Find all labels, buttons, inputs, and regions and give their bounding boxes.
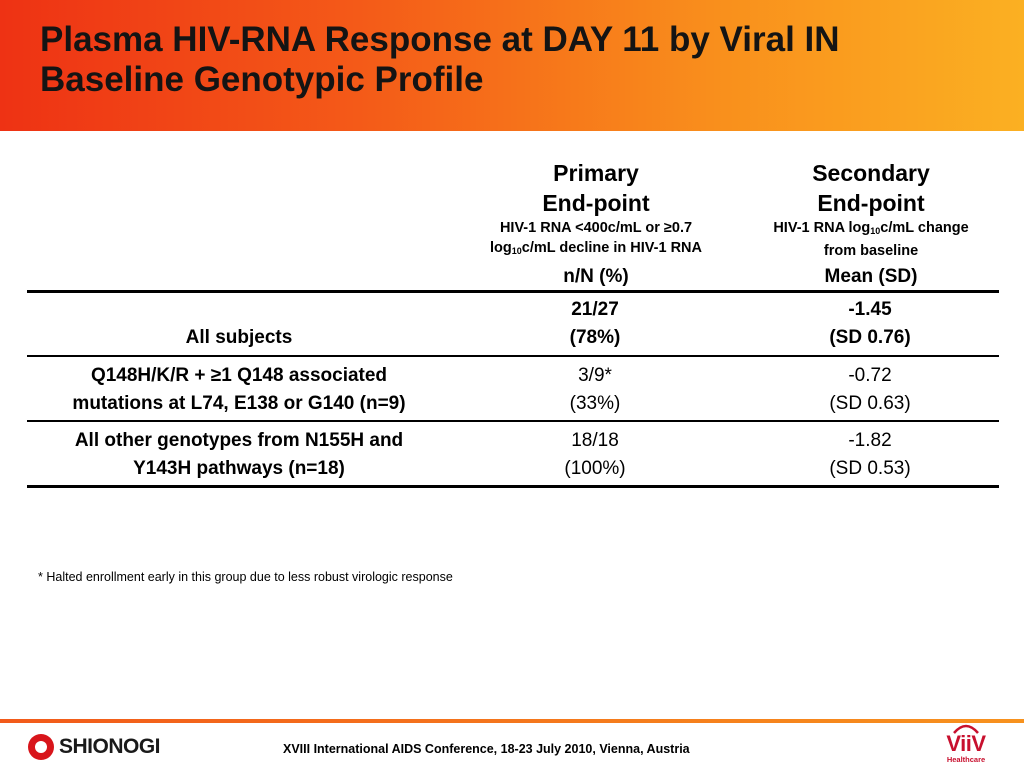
- row2-secondary-sd: (SD 0.63): [829, 393, 911, 414]
- row1-secondary-mean: -1.45: [848, 299, 892, 320]
- row2-primary-percent: (33%): [569, 393, 621, 414]
- row3-secondary-sd: (SD 0.53): [829, 458, 911, 479]
- row-label-all-subjects: All subjects: [185, 327, 293, 348]
- row2-label-line-1: Q148H/K/R + ≥1 Q148 associated: [90, 365, 388, 386]
- primary-description-line-2: $\log_{10}c/mL$ decline in HIV-1 RNA: [490, 240, 702, 256]
- row1-secondary-sd: (SD 0.76): [829, 327, 911, 348]
- row3-secondary-mean: -1.82: [848, 430, 892, 451]
- secondary-heading-2: End-point: [817, 190, 925, 216]
- row1-primary-count: 21/27: [571, 299, 619, 320]
- row3-primary-count: 18/18: [571, 430, 619, 451]
- table-bottom-rule: [27, 485, 999, 488]
- primary-heading-1: Primary: [553, 160, 639, 186]
- shionogi-logo-icon: [28, 734, 54, 760]
- row2-label-line-2: mutations at L74, E138 or G140 (n=9): [72, 393, 406, 414]
- title-line-2: Baseline Genotypic Profile: [40, 60, 484, 99]
- viiv-subtitle: Healthcare: [946, 755, 986, 764]
- shionogi-wordmark: SHIONOGI: [59, 735, 161, 758]
- row3-primary-percent: (100%): [564, 458, 626, 479]
- row3-label-line-2: Y143H pathways (n=18): [133, 458, 345, 479]
- row1-primary-percent: (78%): [569, 327, 621, 348]
- row2-primary-count: 3/9*: [578, 365, 612, 386]
- primary-unit: n/N (%): [563, 266, 629, 287]
- title-line-1: Plasma HIV-RNA Response at DAY 11 by Viral IN: [40, 20, 840, 59]
- row2-secondary-mean: -0.72: [848, 365, 892, 386]
- footnote: * Halted enrollment early in this group due to less robust virologic response: [38, 570, 453, 584]
- conference-footer-text: XVIII International AIDS Conference, 18-23 July 2010, Vienna, Austria: [283, 742, 690, 756]
- primary-heading-2: End-point: [542, 190, 650, 216]
- table-row-divider: [27, 355, 999, 357]
- primary-description-line-1: HIV-1 RNA <400c/mL or ≥0.7: [499, 220, 693, 236]
- secondary-endpoint-header: [745, 158, 997, 291]
- secondary-description-line-1: HIV-1 RNA $\log_{10}c/mL$ change: [773, 220, 969, 236]
- viiv-wordmark: ViiV: [946, 731, 986, 756]
- row3-label-line-1: All other genotypes from N155H and: [74, 430, 404, 451]
- table-row-divider: [27, 420, 999, 422]
- secondary-description-line-2: from baseline: [823, 243, 919, 259]
- viiv-logo: [936, 720, 996, 766]
- slide-title: [40, 20, 1000, 100]
- footer-rule: [0, 719, 1024, 723]
- secondary-heading-1: Secondary: [812, 160, 930, 186]
- secondary-unit: Mean (SD): [824, 266, 918, 287]
- table-header-rule: [27, 290, 999, 293]
- primary-endpoint-header: [468, 158, 724, 291]
- shionogi-logo: [28, 732, 160, 762]
